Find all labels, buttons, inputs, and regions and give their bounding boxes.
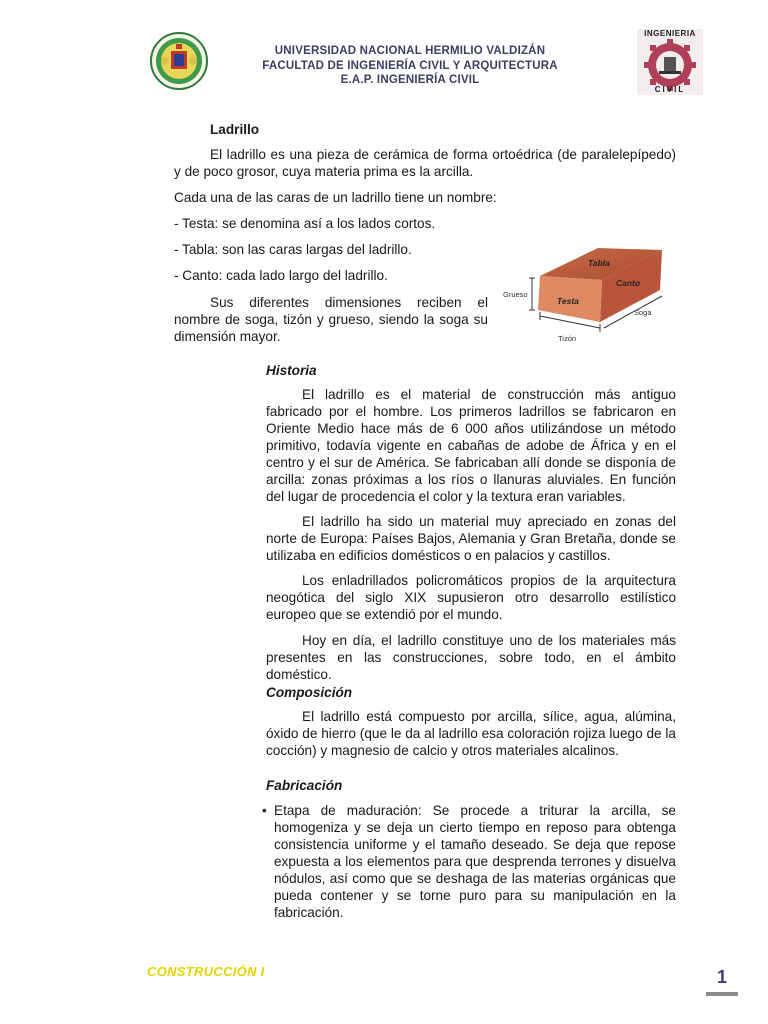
civil-engineering-logo: [637, 29, 703, 95]
brick-diagram: [500, 228, 700, 346]
intro-paragraph-1: El ladrillo es una pieza de cerámica de forma ortoédrica (de paralelepípedo) y de poco grosor, cuya materia prima es la arcilla.: [174, 147, 676, 179]
brick-label-canto: Canto: [616, 278, 641, 288]
section-title-ladrillo: Ladrillo: [210, 122, 260, 137]
header-faculty: FACULTAD DE INGENIERÍA CIVIL Y ARQUITECTURA: [262, 59, 558, 72]
section-title-composicion: Composición: [266, 685, 353, 700]
brick-label-soga: Soga: [634, 308, 652, 317]
page-number-underline: [706, 992, 738, 996]
face-item-testa: - Testa: se denomina así a los lados cortos.: [174, 216, 436, 231]
section-title-fabricacion: Fabricación: [266, 778, 343, 793]
brick-label-tabla: Tabla: [588, 258, 610, 268]
intro-paragraph-2: Cada una de las caras de un ladrillo tiene un nombre:: [174, 190, 497, 205]
face-item-tabla: - Tabla: son las caras largas del ladrillo.: [174, 242, 412, 257]
historia-paragraph-4: Hoy en día, el ladrillo constituye uno de los materiales más presentes en las construcciones, sobre todo, en el ámbito doméstico.: [266, 633, 676, 682]
header-university: UNIVERSIDAD NACIONAL HERMILIO VALDIZÁN: [274, 45, 546, 57]
header-school: E.A.P. INGENIERÍA CIVIL: [340, 74, 480, 86]
page-number: 1: [716, 967, 727, 987]
page-number-box: [706, 964, 738, 994]
university-seal-logo: [150, 32, 208, 90]
historia-paragraph-2: El ladrillo ha sido un material muy apreciado en zonas del norte de Europa: Países Bajos, Alemania y Gran Bretaña, donde se utilizaba en edificios domésticos o en palacios y castillos.: [266, 514, 676, 563]
logo-text-top: INGENIERIA: [644, 29, 696, 38]
brick-label-grueso: Grueso: [503, 290, 528, 299]
institution-header: [230, 44, 590, 88]
intro-paragraph-3: Sus diferentes dimensiones reciben el nombre de soga, tizón y grueso, siendo la soga su dimensión mayor.: [174, 295, 488, 344]
bullet-marker: •: [262, 803, 267, 818]
brick-label-tizon: Tizón: [558, 334, 577, 343]
face-item-canto: - Canto: cada lado largo del ladrillo.: [174, 268, 388, 283]
logo-text-bottom: CIVIL: [654, 85, 686, 94]
section-title-historia: Historia: [266, 363, 317, 378]
historia-paragraph-1: El ladrillo es el material de construcción más antiguo fabricado por el hombre. Los primeros ladrillos se fabricaron en Oriente Medio hace más de 6 000 años utilizándose un método primitivo, todavía vigente en cabañas de adobe de África y en el centro y el sur de América. Se fabricaban allí donde se disponía de arcilla: zonas próximas a los ríos o llanuras aluviales. En función del lugar de procedencia el color y la textura eran variables.: [266, 387, 676, 504]
historia-paragraph-3: Los enladrillados policromáticos propios de la arquitectura neogótica del siglo XIX supusieron otro desarrollo estilístico europeo que se extendió por el mundo.: [266, 573, 676, 622]
brick-label-testa: Testa: [557, 296, 579, 306]
fabricacion-item-maduracion: Etapa de maduración: Se procede a triturar la arcilla, se homogeniza y se deja un cierto tiempo en reposo para obtenga consistencia uniforme y el tamaño deseado. Se deja que repose expuesta a los elementos para que desprenda terrones y disuelva nódulos, así como que se deshaga de las materias orgánicas que pueda contener y se torne puro para su manipulación en la fabricación.: [274, 803, 676, 920]
footer-course-name: CONSTRUCCIÓN I: [147, 964, 265, 979]
composicion-paragraph-1: El ladrillo está compuesto por arcilla, sílice, agua, alúmina, óxido de hierro (que le da al ladrillo esa coloración rojiza luego de la cocción) y magnesio de calcio y otros materiales alcalinos.: [266, 709, 676, 758]
